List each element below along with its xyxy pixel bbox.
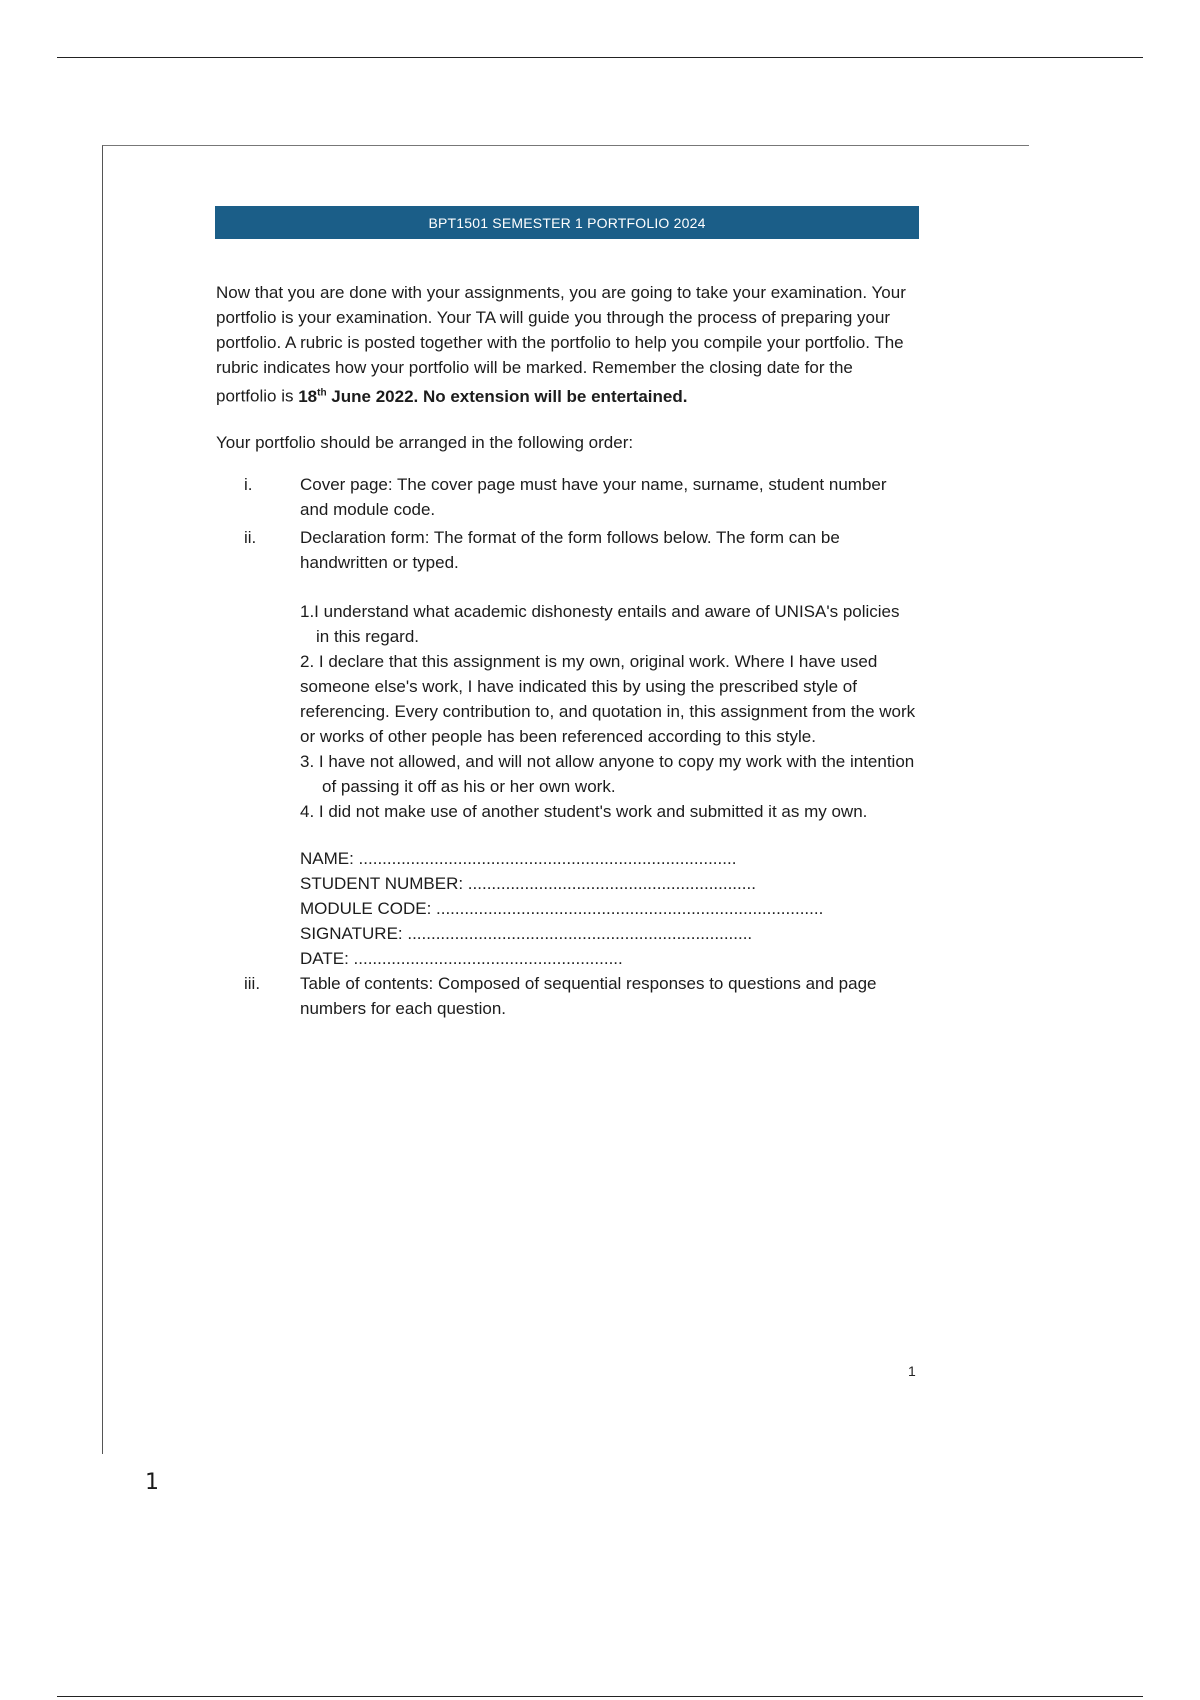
declaration-item: 3. I have not allowed, and will not allow anyone to copy my work with the intention of passing it off as his or her own work. (300, 751, 915, 796)
order-intro: Your portfolio should be arranged in the following order: (216, 432, 634, 452)
intro-paragraph (216, 280, 916, 409)
declaration-item: 4. I did not make use of another student's work and submitted it as my own. (300, 801, 868, 821)
document-body (216, 280, 916, 1024)
list-item-text: Cover page: The cover page must have your name, surname, student number and module code. (300, 474, 887, 519)
student-number-field: STUDENT NUMBER: ............................................................. (300, 873, 756, 893)
page-number: 1 (145, 1470, 159, 1495)
list-item-declaration-form (216, 525, 916, 575)
top-rule (57, 57, 1143, 58)
scanned-page-number: 1 (908, 1363, 916, 1379)
document-title: BPT1501 SEMESTER 1 PORTFOLIO 2024 (428, 214, 706, 231)
declaration-item: 1.I understand what academic dishonesty entails and aware of UNISA's policies in this regard. (300, 601, 900, 646)
signature-field: SIGNATURE: ......................................................................... (300, 923, 753, 943)
date-field: DATE: ......................................................... (300, 948, 623, 968)
closing-date: 18th June 2022. No extension will be entertained. (298, 386, 688, 406)
declaration-statements (300, 599, 916, 824)
list-numeral: iii. (244, 973, 261, 993)
bottom-rule (57, 1696, 1143, 1697)
list-numeral: ii. (244, 527, 257, 547)
intro-text: Now that you are done with your assignments, you are going to take your examination. Your portfolio is your examination. Your TA will guide you through the process of preparing your portfolio. A rubric is posted together with the portfolio to help you compile your portfolio. The rubric indicates how your portfolio will be marked. Remember the closing date for the portfolio is (216, 283, 906, 406)
list-item-text: Declaration form: The format of the form follows below. The form can be handwritten or typed. (300, 527, 840, 572)
list-numeral: i. (244, 474, 253, 494)
list-item-text: Table of contents: Composed of sequential responses to questions and page numbers for each question. (300, 973, 877, 1018)
name-field: NAME: ................................................................................ (300, 848, 737, 868)
declaration-form-fields (300, 846, 916, 971)
list-item-cover-page (216, 472, 916, 522)
declaration-item: 2. I declare that this assignment is my own, original work. Where I have used someone else's work, I have indicated this by using the prescribed style of referencing. Every contribution to, and quotation in, this assignment from the work or works of other people has been referenced according to this style. (300, 651, 916, 746)
module-code-field: MODULE CODE: .................................................................................. (300, 898, 824, 918)
document-title-banner (215, 206, 919, 239)
list-item-table-of-contents (216, 971, 916, 1021)
